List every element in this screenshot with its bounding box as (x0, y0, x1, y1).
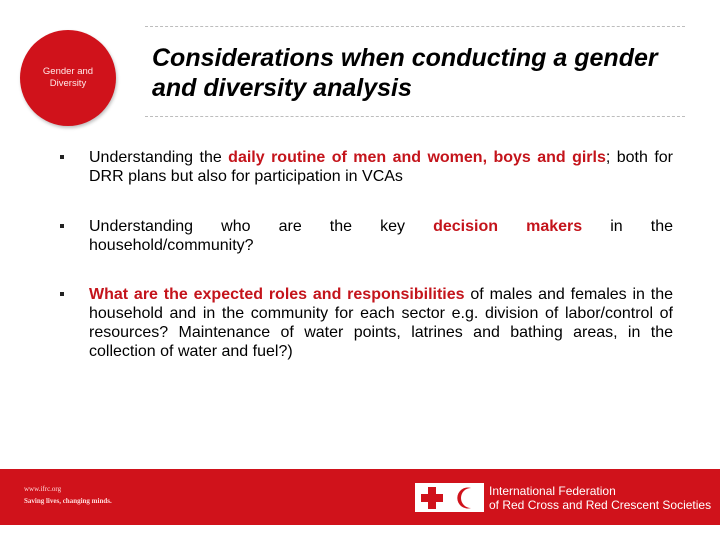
bullet-word: Understanding (89, 218, 194, 235)
section-badge (20, 30, 116, 126)
organization-name-line: International Federation (489, 484, 616, 498)
bullet-marker-icon (60, 155, 64, 159)
footer-bar (0, 469, 720, 525)
organization-name-line: of Red Cross and Red Crescent Societies (489, 498, 712, 512)
ifrc-logo (415, 483, 484, 512)
footer-tagline: Saving lives, changing minds. (24, 497, 112, 505)
bullet-decision-makers (60, 217, 673, 255)
bullet-text: of males and females in the household and in the community for each sector e.g. division of labor/control of resources? Maintenance of water points, latrines and bathing areas, in the collection of water and fuel?) (89, 286, 674, 360)
bullet-word: key (380, 218, 406, 235)
bullet-highlight: makers (526, 218, 583, 235)
bullet-roles-responsibilities (60, 285, 673, 361)
bullet-list (60, 148, 673, 361)
bullet-word: the (329, 218, 353, 235)
slide-title: Considerations when conducting a gender and diversity analysis (152, 44, 658, 102)
bullet-daily-routine (60, 148, 673, 186)
bullet-text: ; both for DRR plans but also for participation in VCAs (89, 149, 673, 185)
red-cross-icon (420, 486, 444, 510)
bullet-word: are (278, 218, 302, 235)
bullet-line: household/community? (89, 237, 254, 254)
organization-name (489, 484, 711, 512)
title-divider-bottom (145, 116, 685, 117)
bullet-highlight: What are the expected roles and responsibilities (89, 286, 465, 303)
bullet-word: the (650, 218, 673, 235)
title-divider-top (145, 26, 685, 27)
bullet-line (89, 217, 673, 236)
bullet-highlight: decision (433, 218, 499, 235)
bullet-word: in (610, 218, 623, 235)
bullet-marker-icon (60, 224, 64, 228)
bullet-marker-icon (60, 292, 64, 296)
bullet-text: Understanding the (89, 149, 229, 166)
bullet-word: who (221, 218, 251, 235)
bullet-highlight: daily routine of men and women, boys and girls (228, 149, 606, 166)
red-crescent-icon (455, 486, 479, 510)
section-badge-label: Gender and Diversity (42, 66, 94, 89)
footer-url: www.ifrc.org (24, 485, 62, 493)
